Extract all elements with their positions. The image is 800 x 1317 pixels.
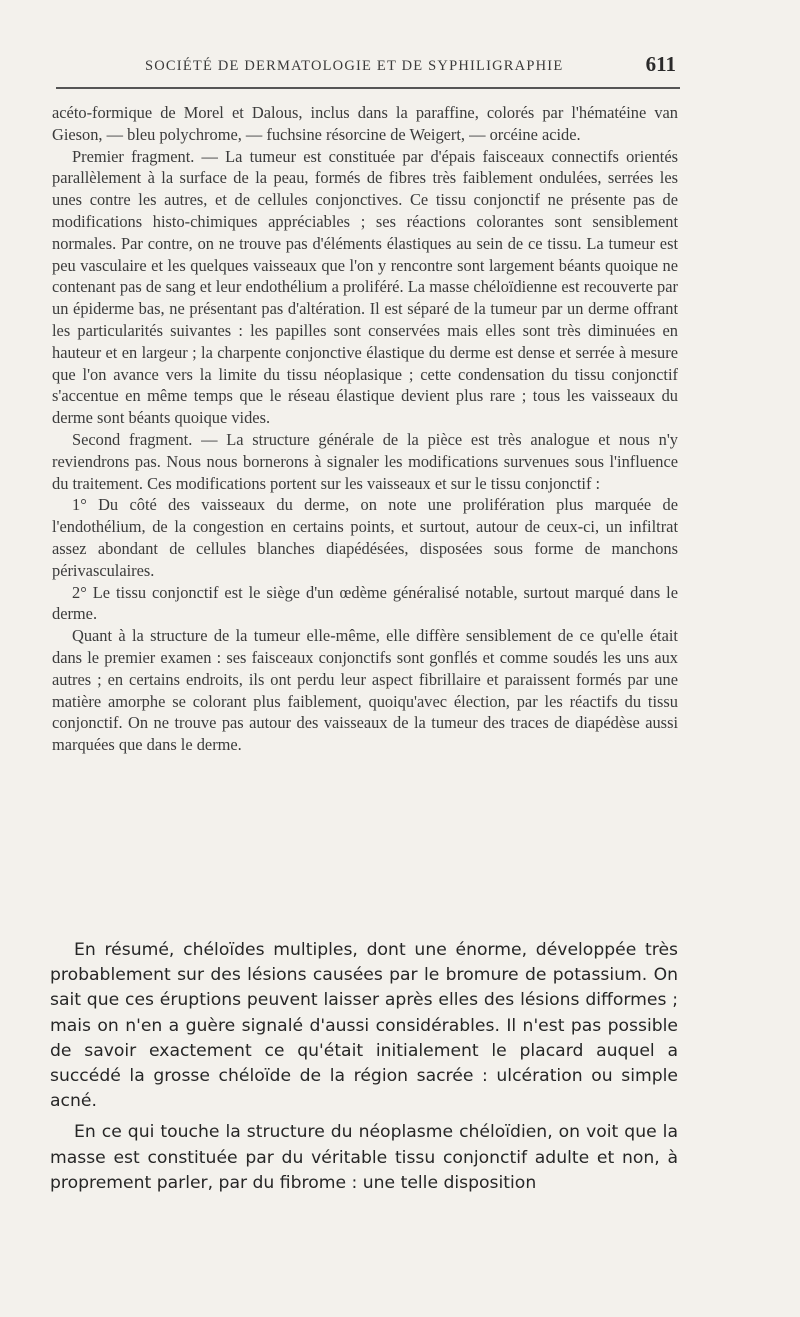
paragraph-vessels: 1° Du côté des vaisseaux du derme, on note une prolifération plus marquée de l'endothélium, de la congestion en certains points, et surtout, autour de ceux-ci, un infiltrat assez abondant de cellules blanches diapédésées, disposées sous forme de manchons périvasculaires. (52, 495, 678, 580)
header-divider (56, 87, 680, 89)
paragraph-first-fragment: Premier fragment. — La tumeur est constituée par d'épais faisceaux connectifs orientés parallèlement à la surface de la peau, formés de fibres très faiblement ondulées, serrées les unes contre les autres, et de cellules conjonctives. Ce tissu conjonctif ne présente pas de modifications histo-chimiques appréciables ; ses réactions colorantes sont sensiblement normales. Par contre, on ne trouve pas d'éléments élastiques au sein de ce tissu. La tumeur est peu vasculaire et les quelques vaisseaux que l'on y rencontre sont largement béants quoique ne contenant pas de sang et leur endothélium a proliféré. La masse chéloïdienne est recouverte par un épiderme bas, ne présentant pas d'altération. Il est séparé de la tumeur par un derme offrant les particularités suivantes : les papilles sont conservées mais elles sont très diminuées en hauteur et en largeur ; la charpente conjonctive élastique du derme est dense et serrée à mesure que l'on avance vers la limite du tissu néoplasique ; cette condensation du tissu conjonctif s'accentue en même temps que le réseau élastique devient plus rare ; tous les vaisseaux du derme sont béants quoique vides. (52, 146, 678, 428)
running-title: SOCIÉTÉ DE DERMATOLOGIE ET DE SYPHILIGRAPHIE (145, 58, 564, 74)
discussion-section (50, 938, 678, 1202)
paragraph-second-fragment: Second fragment. — La structure générale de la pièce est très analogue et nous n'y reviendrons pas. Nous nous bornerons à signaler les modifications survenues sous l'influence du traitement. Ces modifications portent sur les vaisseaux et sur le tissu conjonctif : (52, 429, 678, 493)
running-head (52, 52, 680, 78)
page-number: 611 (645, 52, 676, 76)
paragraph-staining-methods: acéto-formique de Morel et Dalous, inclus dans la paraffine, colorés par l'hématéine van Gieson, — bleu polychrome, — fuchsine résorcine de Weigert, — orcéine acide. (52, 103, 678, 144)
paragraph-tumour-structure: Quant à la structure de la tumeur elle-même, elle diffère sensiblement de ce qu'elle était dans le premier examen : ses faisceaux conjonctifs sont gonflés et comme soudés les uns aux autres ; en certains endroits, ils ont perdu leur aspect fibrillaire et paraissent formés par une matière amorphe se colorant plus faiblement, quoiqu'avec élection, par les réactifs du tissu conjonctif. On ne trouve pas autour des vaisseaux de la tumeur des traces de diapédèse aussi marquées que dans le derme. (52, 626, 678, 755)
paragraph-neoplasm-structure: En ce qui touche la structure du néoplasme chéloïdien, on voit que la masse est constituée par du véritable tissu conjonctif adulte et non, à proprement parler, par du fibrome : une telle disposition (50, 1122, 678, 1193)
paragraph-connective-tissue: 2° Le tissu conjonctif est le siège d'un œdème généralisé notable, surtout marqué dans le derme. (52, 582, 678, 624)
paragraph-summary: En résumé, chéloïdes multiples, dont une énorme, développée très probablement sur des lésions causées par le bromure de potassium. On sait que ces éruptions peuvent laisser après elles des lésions difformes ; mais on n'en a guère signalé d'aussi considérables. Il n'est pas possible de savoir exactement ce qu'était initialement le placard auquel a succédé la grosse chéloïde de la région sacrée : ulcération ou simple acné. (50, 940, 678, 1112)
histology-section (52, 102, 678, 756)
